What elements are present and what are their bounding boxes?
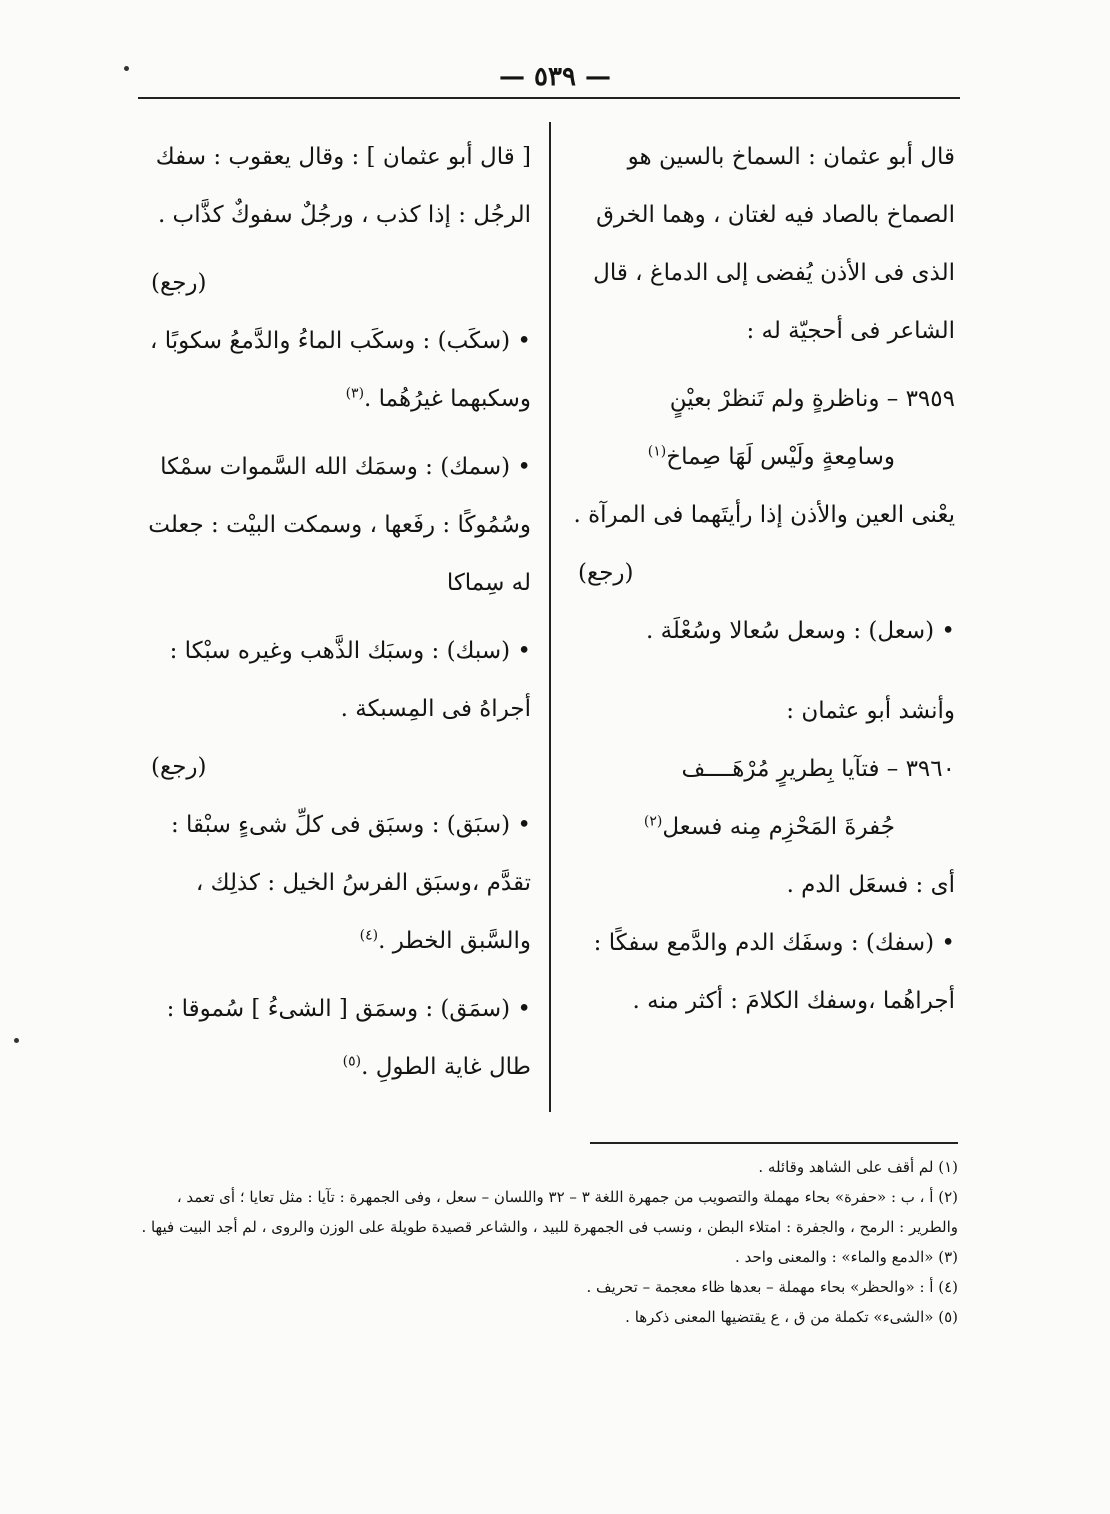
footnote-ref-2: (٢) (643, 813, 663, 830)
section-tag-raja: (رجع) (578, 560, 634, 586)
paragraph-eye-ear: يعْنى العين والأذن إذا رأيتَهما فى المرآة . (573, 502, 955, 528)
section-tag-raja: (رجع) (151, 754, 207, 780)
verse-3959-first: ٣٩٥٩ – وناظرةٍ ولم تَنظرْ بعيْنٍ (669, 386, 955, 412)
page-number: — ٥٣٩ — (498, 62, 612, 92)
ink-speck (14, 1038, 19, 1043)
ink-speck (124, 66, 129, 71)
footnote-5: (٥) «الشىء» تكملة من ق ، ع يقتضيها المعنى ذكرها . (625, 1308, 958, 1326)
footnote-ref-4: (٤) (359, 927, 379, 944)
entry-samak: • (سمك) : وسمَك الله السَّموات سمْكا وسُمُوكًا : رفَعها ، وسمكت البيْت : جعلت له سِماكا (148, 454, 531, 596)
footnote-ref-5: (٥) (342, 1053, 362, 1070)
footnote-3: (٣) «الدمع والماء» : والمعنى واحد . (735, 1248, 958, 1266)
footnote-ref-1: (١) (647, 443, 667, 460)
verse-3960-second: جُفرةَ المَحْزِم مِنه فسعل$^{(٢)}$ (643, 813, 895, 840)
paragraph-abu-uthman: وأنشد أبو عثمان : (786, 698, 955, 724)
footnote-rule (590, 1142, 958, 1144)
entry-sabaq: • (سبَق) : وسبَق فى كلِّ شىءٍ سبْقا : تقدَّم ،وسبَق الفرسُ الخيل : كذلِك ، والسَّبق الخطر .$^{(٤)}$ (170, 812, 531, 954)
verse-3960-first: ٣٩٦٠ – فتآيا بِطريرٍ مُرْهَــــف (681, 756, 955, 782)
paragraph-simakh: قال أبو عثمان : السماخ بالسين هو الصماخ بالصاد فيه لغتان ، وهما الخرق الذى فى الأذن يُفضى إلى الدماغ ، قال الشاعر فى أحجيّة له : (593, 144, 955, 344)
footnote-2: (٢) أ ، ب : «حفرة» بحاء مهملة والتصويب من جمهرة اللغة ٣ – ٣٢ واللسان – سعل ، وفى الجمهرة : تآيا : مثل تعايا ؛ أى تعمد ، والطرير : الرمح ، والجفرة : امتلاء البطن ، ونسب فى الجمهرة للبيد ، والشاعر قصيدة طويلة على الوزن والروى ، لم أجد البيت فيها . (141, 1188, 958, 1236)
footnote-ref-3: (٣) (345, 385, 365, 402)
left-column (143, 128, 531, 1096)
entry-saal: • (سعل) : وسعل سُعالا وسُعْلَة . (645, 618, 955, 644)
paragraph-blood: أى : فسعَل الدم . (786, 872, 955, 898)
header-rule (138, 97, 960, 99)
right-column (570, 128, 955, 1030)
entry-sabak: • (سبك) : وسبَك الذَّهب وغيره سبْكا : أجراهُ فى المِسبكة . (169, 638, 531, 722)
paragraph-yaqub: [ قال أبو عثمان ] : وقال يعقوب : سفك الرجُل : إذا كذب ، ورجُلٌ سفوكٌ كذَّاب . (155, 144, 531, 228)
column-divider (549, 122, 551, 1112)
footnote-4: (٤) أ : «والحظر» بحاء مهملة – بعدها ظاء معجمة – تحريف . (586, 1278, 958, 1296)
footnotes (138, 1152, 958, 1332)
verse-3959-second: وسامِعةٍ ولَيْس لَهَا صِماخ$^{(١)}$ (647, 443, 895, 470)
entry-samaq: • (سمَق) : وسمَق [ الشىءُ ] سُموقا : طال غاية الطولِ .$^{(٥)}$ (166, 996, 531, 1080)
section-tag-raja: (رجع) (151, 270, 207, 296)
entry-safak: • (سفك) : وسفَك الدم والدَّمع سفكًا : أجراهُما ،وسفك الكلامَ : أكثر منه . (593, 930, 955, 1014)
footnote-1: (١) لم أقف على الشاهد وقائله . (758, 1158, 958, 1176)
entry-sakab: • (سكَب) : وسكَب الماءُ والدَّمعُ سكوبًا ، وسكبهما غيرُهُما .$^{(٣)}$ (149, 328, 531, 412)
